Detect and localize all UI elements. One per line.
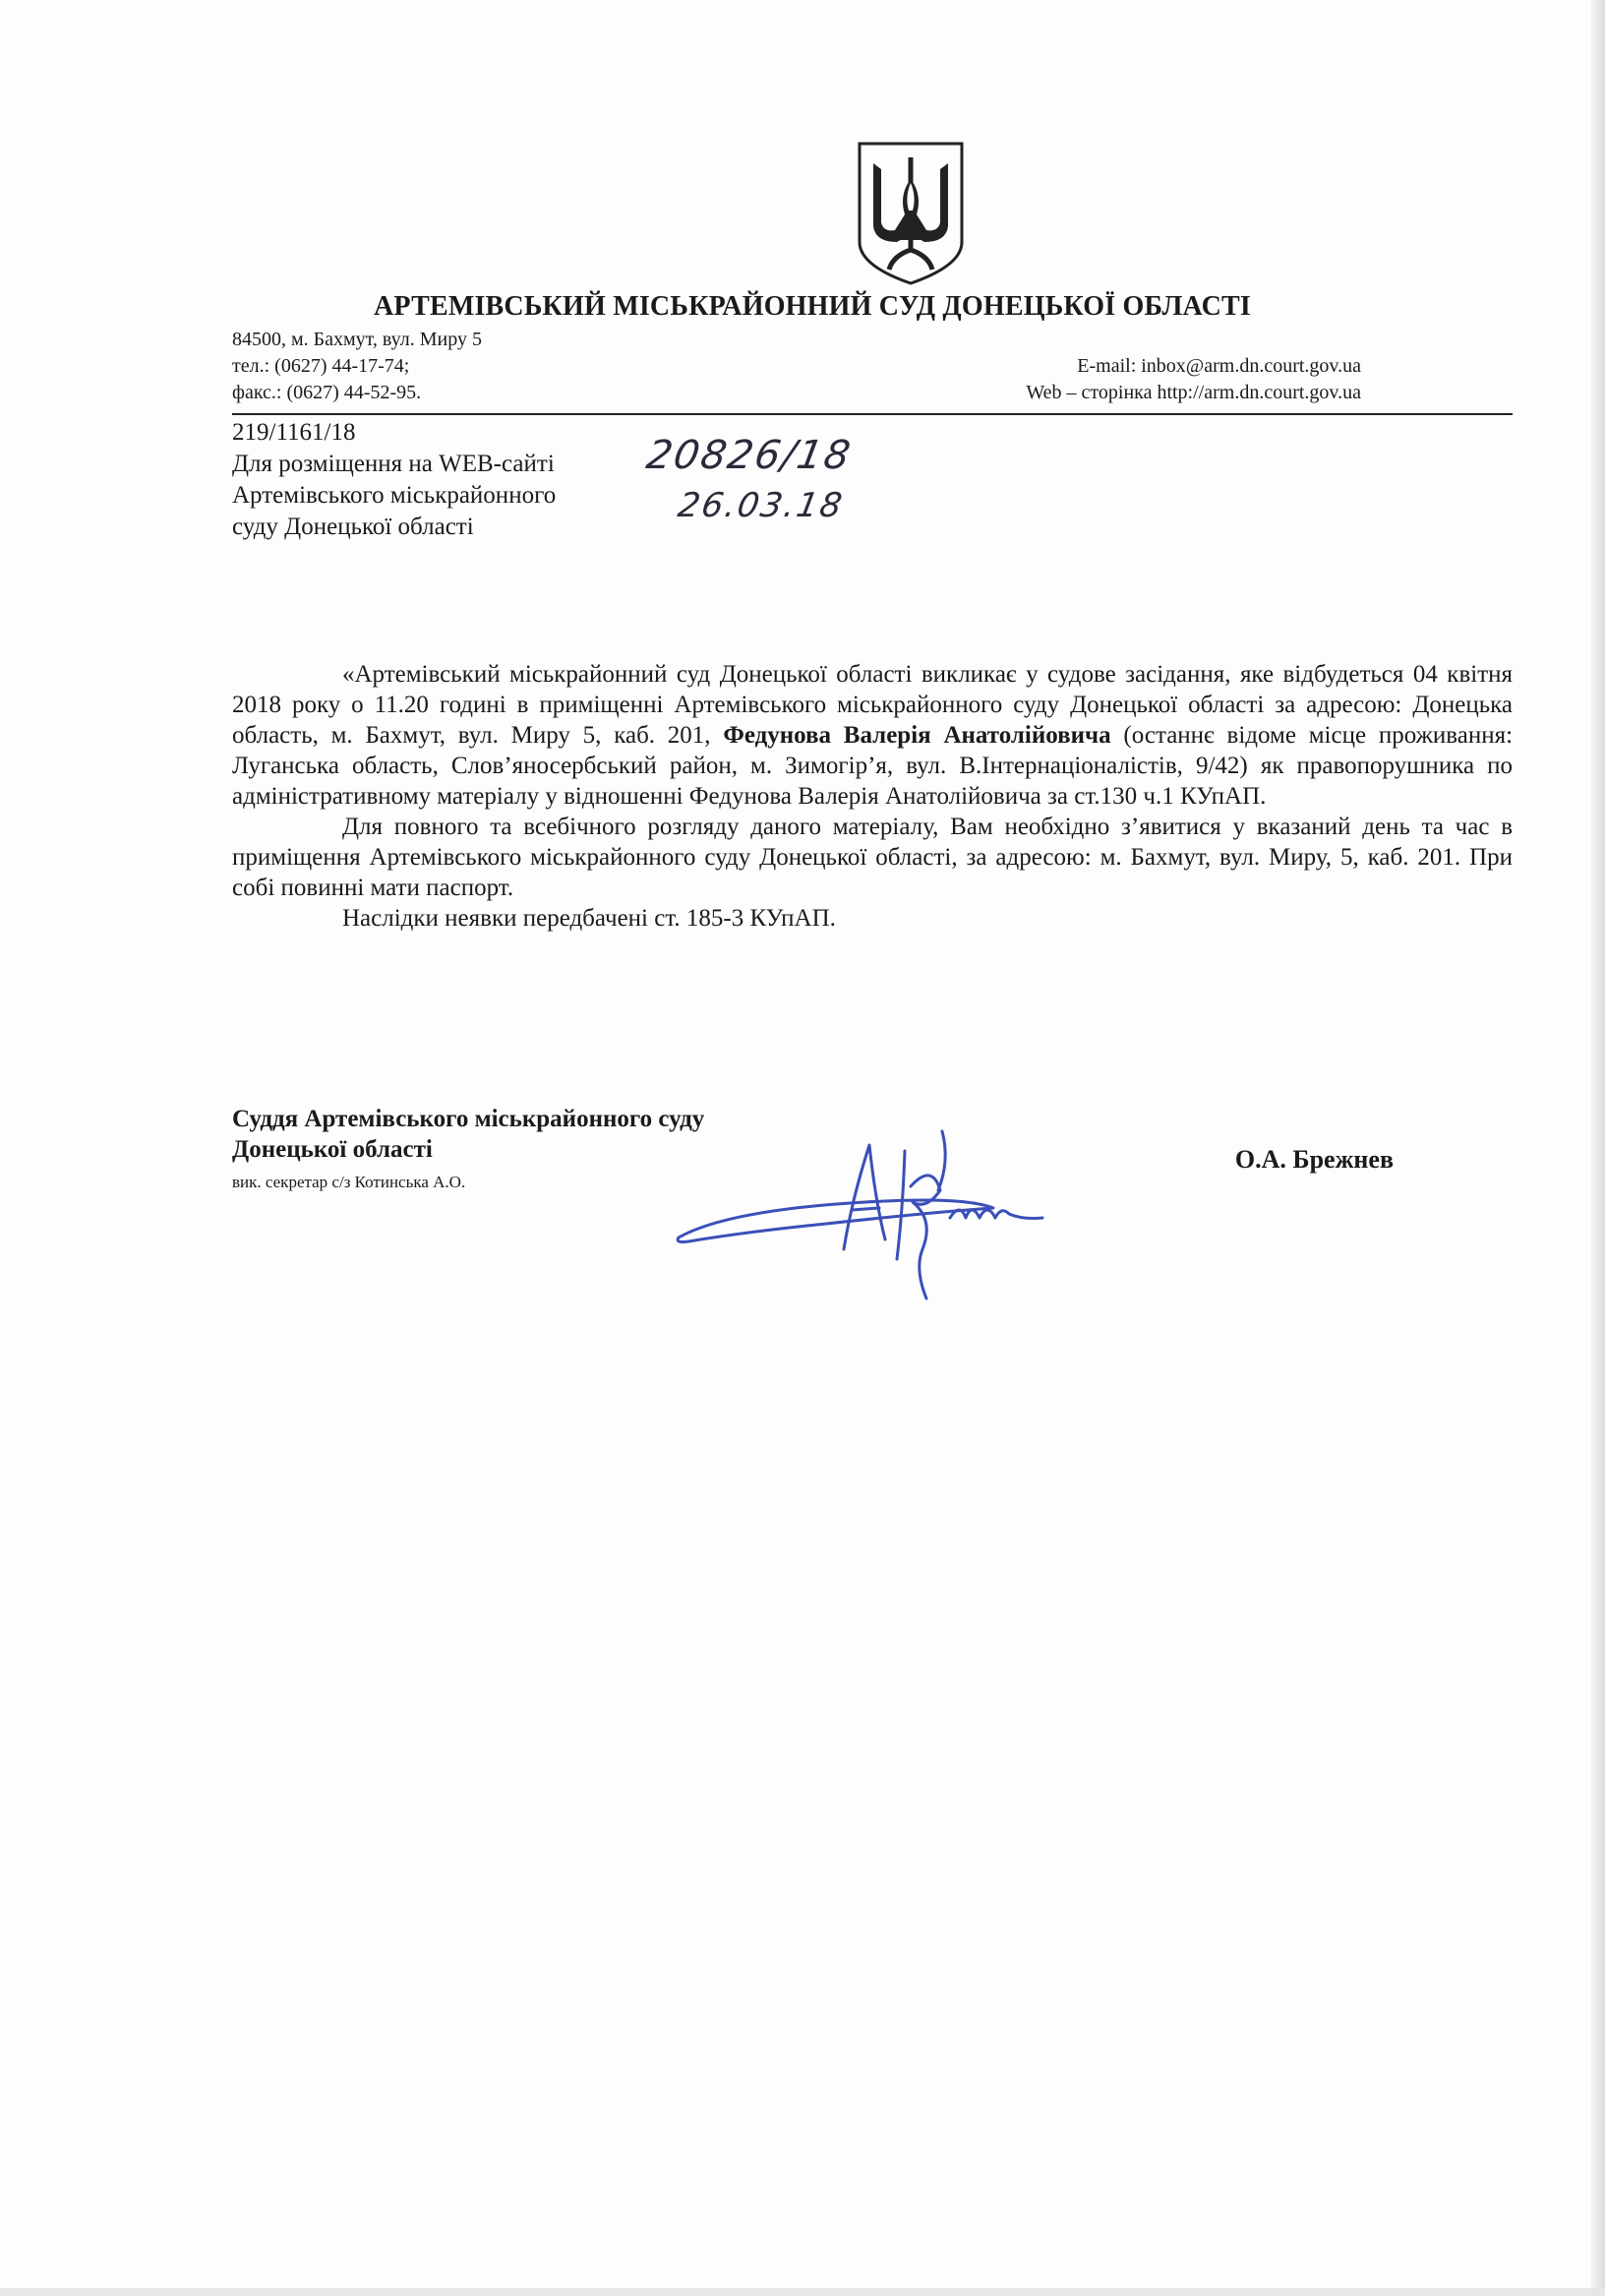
header-divider (232, 413, 1513, 415)
paragraph-1-end: (останнє відоме місце проживання: Луганська область, Слов’яносербський район, м. Зимогір’я, вул. В.Інтернаціоналістів, 9/42) як правопорушника по адміністративному матеріалу у відношенні Федунова Валерія Анатолійовича за ст.130 ч.1 КУпАП. (232, 722, 1514, 810)
paragraph-1-start: «Артемівський міськрайонний суд Донецької області викликає у судове засідання, яке відбудеться 04 квітня 2018 року о 11.20 годині в приміщенні Артемівського міськрайонного суду Донецької області за адресою: Донецька область, м. Бахмут, вул. Миру 5, каб. 201, (232, 661, 1513, 749)
judge-title (232, 1104, 704, 1165)
recipient-line-2: Артемівського міськрайонного (232, 482, 557, 509)
scan-edge (1591, 0, 1605, 2296)
contacts-left (232, 327, 482, 406)
handwritten-registration-date: 26.03.18 (675, 486, 847, 525)
contacts-right (1026, 353, 1361, 406)
paragraph-1 (232, 659, 1513, 812)
letter-body (232, 659, 1513, 934)
recipient-line-3: суду Донецької області (232, 514, 474, 540)
scan-bottom-edge (0, 2288, 1605, 2296)
court-address: 84500, м. Бахмут, вул. Миру 5 (232, 329, 482, 350)
defendant-name: Федунова Валерія Анатолійовича (723, 722, 1111, 749)
paragraph-2: Для повного та всебічного розгляду даного матеріалу, Вам необхідно з’явитися у вказаний день та час в приміщення Артемівського міськрайонного суду Донецької області, за адресою: м. Бахмут, вул. Миру, 5, каб. 201. При собі повинні мати паспорт. (232, 814, 1513, 901)
recipient-line-1: Для розміщення на WEB-сайті (232, 451, 555, 477)
judge-title-line-2: Донецької області (232, 1136, 433, 1163)
court-phone: тел.: (0627) 44-17-74; (232, 355, 410, 377)
court-fax: факс.: (0627) 44-52-95. (232, 382, 422, 403)
paragraph-3: Наслідки неявки передбачені ст. 185-3 КУпАП. (342, 905, 836, 932)
signer-name: О.А. Брежнев (1234, 1145, 1394, 1174)
trident-coat-of-arms-icon (854, 140, 968, 287)
court-email: E-mail: inbox@arm.dn.court.gov.ua (1077, 355, 1361, 377)
reference-block (232, 417, 556, 543)
handwritten-registration-number: 20826/18 (642, 433, 856, 478)
court-name: АРТЕМІВСЬКИЙ МІСЬКРАЙОННИЙ СУД ДОНЕЦЬКОЇ ОБЛАСТІ (374, 291, 1251, 322)
judge-title-line-1: Суддя Артемівського міськрайонного суду (232, 1106, 705, 1132)
secretary-note: вик. секретар с/з Котинська А.О. (232, 1173, 466, 1191)
handwritten-signature-icon (669, 1092, 1101, 1318)
case-number: 219/1161/18 (232, 419, 356, 446)
court-website: Web – сторінка http://arm.dn.court.gov.ua (1026, 382, 1361, 403)
